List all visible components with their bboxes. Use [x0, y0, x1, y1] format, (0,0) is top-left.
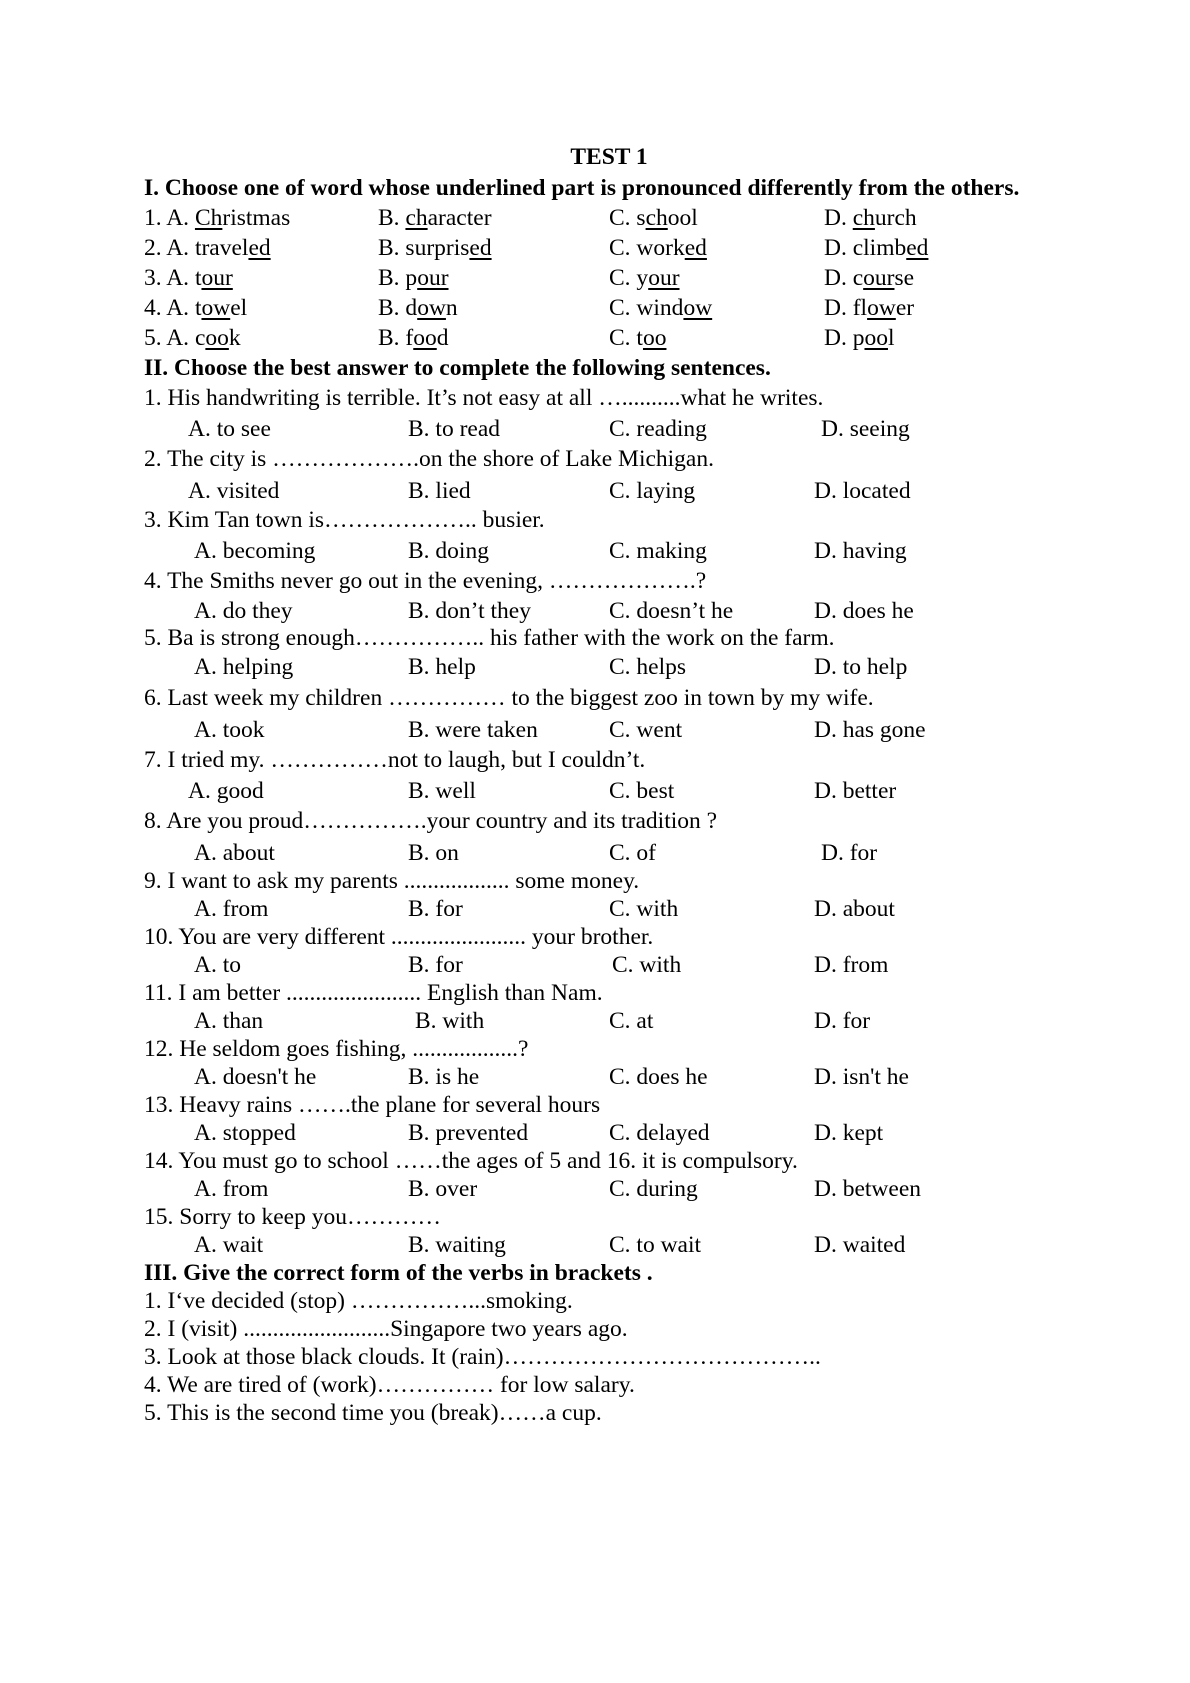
underlined-part: oo: [864, 325, 888, 351]
underlined-part: ed: [248, 235, 271, 261]
verb-exercise-item: 5. This is the second time you (break)……a cup.: [144, 1400, 602, 1426]
answer-option-a[interactable]: A. stopped: [194, 1120, 296, 1146]
question-text: 14. You must go to school ……the ages of 5 and 16. it is compulsory.: [144, 1148, 798, 1174]
answer-option-a[interactable]: A. wait: [194, 1232, 264, 1258]
answer-option-d[interactable]: D. between: [814, 1176, 922, 1202]
answer-option-c[interactable]: C. does he: [609, 1064, 708, 1090]
answer-option-a[interactable]: A. to see: [188, 416, 271, 442]
question-text: 11. I am better ....................... English than Nam.: [144, 980, 603, 1006]
underlined-part: ow: [683, 295, 713, 321]
option-text: B.: [378, 205, 406, 231]
answer-options: [144, 895, 1074, 923]
section3-items: [144, 1287, 1074, 1427]
option-text: ool: [667, 205, 698, 231]
answer-options: [144, 1175, 1074, 1203]
answer-options: [144, 775, 1074, 806]
option-text: D. climb: [824, 235, 907, 261]
option-text: l: [887, 325, 895, 351]
option-c: [609, 263, 680, 293]
answer-option-b[interactable]: B. doing: [408, 538, 489, 564]
answer-option-b[interactable]: B. is he: [408, 1064, 480, 1090]
underlined-part: ed: [906, 235, 929, 261]
question-text: 7. I tried my. ……………not to laugh, but I couldn’t.: [144, 747, 646, 773]
underlined-part: ch: [645, 205, 668, 231]
item-number: 1. A.: [144, 205, 195, 231]
answer-options: [144, 413, 1074, 444]
option-b: [378, 323, 449, 353]
question-text: 12. He seldom goes fishing, ..................?: [144, 1036, 529, 1062]
answer-options: [144, 475, 1074, 505]
option-text: B. p: [378, 265, 418, 291]
option-text: D. p: [824, 325, 865, 351]
option-d: [824, 203, 917, 233]
option-c: [609, 323, 666, 353]
underlined-part: ch: [852, 205, 875, 231]
section1-heading: I. Choose one of word whose underlined part is pronounced differently from the others.: [144, 175, 1020, 201]
option-text: D. c: [824, 265, 864, 291]
option-text: C. y: [609, 265, 649, 291]
answer-option-a[interactable]: A. doesn't he: [194, 1064, 317, 1090]
answer-option-a[interactable]: A. about: [194, 840, 275, 866]
answer-option-c[interactable]: C. went: [609, 717, 683, 743]
answer-options: [144, 714, 1074, 745]
option-text: er: [895, 295, 915, 321]
answer-options: [144, 837, 1074, 867]
answer-option-c[interactable]: C. delayed: [609, 1120, 710, 1146]
answer-option-b[interactable]: B. with: [415, 1008, 485, 1034]
section1-items: [144, 203, 1074, 353]
answer-option-d[interactable]: D. better: [814, 778, 897, 804]
option-text: D. fl: [824, 295, 868, 321]
question-text: 1. His handwriting is terrible. It’s not easy at all …..........what he writes.: [144, 385, 824, 411]
answer-option-d[interactable]: D. from: [814, 952, 889, 978]
answer-option-c[interactable]: C. at: [609, 1008, 654, 1034]
answer-option-a[interactable]: A. visited: [188, 478, 280, 504]
answer-option-c[interactable]: C. best: [609, 778, 675, 804]
option-text: c: [194, 325, 206, 351]
answer-options: [144, 1063, 1074, 1091]
option-text: D.: [824, 205, 853, 231]
question-text: 5. Ba is strong enough…………….. his father with the work on the farm.: [144, 625, 835, 651]
underlined-part: our: [648, 265, 680, 291]
answer-option-a[interactable]: A. good: [188, 778, 264, 804]
answer-option-b[interactable]: B. lied: [408, 478, 471, 504]
answer-option-c[interactable]: C. to wait: [609, 1232, 702, 1258]
answer-option-d[interactable]: D. having: [814, 538, 907, 564]
answer-options: [144, 1007, 1074, 1035]
answer-option-d[interactable]: D. kept: [814, 1120, 884, 1146]
pronunciation-item: [144, 323, 1074, 353]
answer-option-c[interactable]: C. reading: [609, 416, 707, 442]
answer-options: [144, 951, 1074, 979]
option-text: t: [194, 265, 202, 291]
option-a: [144, 203, 290, 233]
option-text: B. d: [378, 295, 418, 321]
answer-option-b[interactable]: B. help: [408, 654, 476, 680]
underlined-part: our: [417, 265, 449, 291]
pronunciation-item: [144, 293, 1074, 323]
question-text: 3. Kim Tan town is……………….. busier.: [144, 507, 545, 533]
answer-option-c[interactable]: C. of: [609, 840, 656, 866]
answer-options: [144, 1119, 1074, 1147]
answer-option-b[interactable]: B. don’t they: [408, 598, 531, 624]
option-a: [144, 263, 233, 293]
option-c: [609, 293, 712, 323]
section2-heading: II. Choose the best answer to complete the following sentences.: [144, 355, 771, 381]
answer-option-a[interactable]: A. to: [194, 952, 241, 978]
test-title: TEST 1: [570, 144, 648, 170]
answer-option-d[interactable]: D. has gone: [814, 717, 926, 743]
option-d: [824, 233, 928, 263]
answer-option-a[interactable]: A. from: [194, 1176, 269, 1202]
underlined-part: our: [863, 265, 895, 291]
answer-option-a[interactable]: A. from: [194, 896, 269, 922]
answer-option-c[interactable]: C. with: [609, 896, 679, 922]
worksheet-page: [144, 141, 1074, 1427]
option-text: B. surpris: [378, 235, 470, 261]
answer-option-b[interactable]: B. well: [408, 778, 476, 804]
answer-option-a[interactable]: A. do they: [194, 598, 293, 624]
answer-option-b[interactable]: B. waiting: [408, 1232, 506, 1258]
option-d: [824, 323, 895, 353]
option-text: n: [445, 295, 458, 321]
option-b: [378, 233, 492, 263]
option-a: [144, 293, 247, 323]
underlined-part: ow: [417, 295, 446, 321]
answer-option-d[interactable]: D. to help: [814, 654, 908, 680]
question-text: 2. The city is ……………….on the shore of Lake Michigan.: [144, 446, 714, 472]
answer-option-d[interactable]: D. located: [814, 478, 911, 504]
option-text: C. wind: [609, 295, 684, 321]
option-text: k: [228, 325, 241, 351]
section3-heading: III. Give the correct form of the verbs in brackets .: [144, 1260, 653, 1286]
option-a: [144, 233, 271, 263]
option-a: [144, 323, 241, 353]
answer-option-a[interactable]: A. helping: [194, 654, 294, 680]
option-text: C. work: [609, 235, 685, 261]
answer-option-b[interactable]: B. for: [408, 952, 463, 978]
option-b: [378, 263, 449, 293]
answer-option-a[interactable]: A. than: [194, 1008, 264, 1034]
option-text: el: [230, 295, 248, 321]
question-text: 13. Heavy rains …….the plane for several hours: [144, 1092, 601, 1118]
answer-option-c[interactable]: C. helps: [609, 654, 687, 680]
answer-option-b[interactable]: B. prevented: [408, 1120, 529, 1146]
answer-option-b[interactable]: B. over: [408, 1176, 478, 1202]
question-text: 10. You are very different ....................... your brother.: [144, 924, 654, 950]
underlined-part: ed: [684, 235, 707, 261]
option-b: [378, 293, 458, 323]
question-text: 8. Are you proud…………….your country and its tradition ?: [144, 808, 718, 834]
option-d: [824, 263, 914, 293]
answer-option-d[interactable]: D. waited: [814, 1232, 906, 1258]
option-text: t: [194, 295, 202, 321]
option-b: [378, 203, 492, 233]
option-d: [824, 293, 914, 323]
answer-option-b[interactable]: B. on: [408, 840, 459, 866]
option-c: [609, 233, 707, 263]
answer-option-b[interactable]: B. to read: [408, 416, 501, 442]
underlined-part: ed: [469, 235, 492, 261]
answer-options: [144, 535, 1074, 566]
verb-exercise-item: 2. I (visit) .........................Singapore two years ago.: [144, 1316, 628, 1342]
item-number: 2. A.: [144, 235, 195, 261]
item-number: 3. A.: [144, 265, 195, 291]
answer-option-c[interactable]: C. laying: [609, 478, 696, 504]
underlined-part: oo: [642, 325, 667, 351]
question-text: 4. The Smiths never go out in the evening, ……………….?: [144, 568, 707, 594]
underlined-part: ow: [867, 295, 896, 321]
answer-option-c[interactable]: C. doesn’t he: [609, 598, 734, 624]
underlined-part: ow: [201, 295, 231, 321]
answer-option-c[interactable]: C. during: [609, 1176, 698, 1202]
option-text: C. s: [609, 205, 646, 231]
answer-option-b[interactable]: B. were taken: [408, 717, 538, 743]
question-text: 15. Sorry to keep you…………: [144, 1204, 441, 1230]
underlined-part: ch: [405, 205, 428, 231]
pronunciation-item: [144, 203, 1074, 233]
pronunciation-item: [144, 263, 1074, 293]
item-number: 4. A.: [144, 295, 195, 321]
answer-option-c[interactable]: C. with: [612, 952, 682, 978]
verb-exercise-item: 1. I‘ve decided (stop) ……………...smoking.: [144, 1288, 573, 1314]
answer-option-d[interactable]: D. for: [821, 840, 878, 866]
option-text: se: [894, 265, 915, 291]
option-text: C. t: [609, 325, 643, 351]
pronunciation-item: [144, 233, 1074, 263]
answer-option-d[interactable]: D. isn't he: [814, 1064, 909, 1090]
answer-option-d[interactable]: D. for: [814, 1008, 871, 1034]
underlined-part: oo: [413, 325, 437, 351]
answer-option-d[interactable]: D. does he: [814, 598, 914, 624]
underlined-part: oo: [205, 325, 229, 351]
answer-option-a[interactable]: A. took: [194, 717, 265, 743]
verb-exercise-item: 4. We are tired of (work)…………… for low salary.: [144, 1372, 635, 1398]
option-text: d: [436, 325, 449, 351]
answer-option-b[interactable]: B. for: [408, 896, 463, 922]
option-text: ristmas: [222, 205, 291, 231]
option-c: [609, 203, 698, 233]
answer-options: [144, 652, 1074, 683]
question-text: 9. I want to ask my parents .................. some money.: [144, 868, 640, 894]
option-text: aracter: [427, 205, 492, 231]
item-number: 5. A.: [144, 325, 195, 351]
option-text: B. f: [378, 325, 414, 351]
answer-option-c[interactable]: C. making: [609, 538, 707, 564]
underlined-part: Ch: [194, 205, 223, 231]
section2-questions: [144, 383, 1074, 1259]
verb-exercise-item: 3. Look at those black clouds. It (rain)…………………………………..: [144, 1344, 821, 1370]
option-text: travel: [194, 235, 249, 261]
answer-option-d[interactable]: D. about: [814, 896, 895, 922]
answer-option-a[interactable]: A. becoming: [194, 538, 316, 564]
answer-options: [144, 1231, 1074, 1259]
underlined-part: our: [201, 265, 233, 291]
answer-options: [144, 596, 1074, 624]
question-text: 6. Last week my children …………… to the biggest zoo in town by my wife.: [144, 685, 874, 711]
answer-option-d[interactable]: D. seeing: [821, 416, 910, 442]
option-text: urch: [874, 205, 917, 231]
